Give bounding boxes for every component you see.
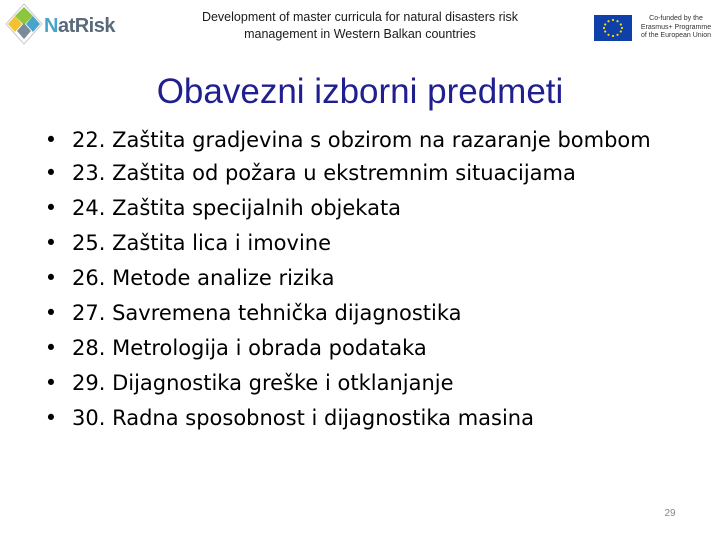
bullet-icon: • [44, 336, 58, 360]
eu-flag-icon [594, 15, 632, 41]
bullet-icon: • [44, 266, 58, 290]
bullet-icon: • [44, 231, 58, 255]
bullet-icon: • [44, 128, 58, 152]
list-item [44, 266, 684, 290]
list-item [44, 231, 684, 255]
project-subtitle-line-1: Development of master curricula for natural disasters risk [201, 10, 519, 24]
project-subtitle-line-2: management in Western Balkan countries [244, 27, 476, 41]
natrisk-logo [4, 2, 116, 46]
list-item-text: 22. Zaštita gradjevina s obzirom na razaranje bombom [72, 128, 651, 152]
project-subtitle [180, 9, 540, 43]
slide-header [0, 0, 720, 50]
list-item [44, 336, 684, 360]
list-item-text: 25. Zaštita lica i imovine [72, 231, 332, 255]
bullet-icon: • [44, 406, 58, 430]
page-number: 29 [664, 508, 676, 519]
list-item [44, 371, 684, 395]
erasmus-logo [594, 15, 714, 41]
bullet-icon: • [44, 161, 58, 185]
list-item [44, 128, 684, 152]
slide-title: Obavezni izborni predmeti [156, 72, 564, 111]
list-item [44, 196, 684, 220]
natrisk-logo-text: NatRisk [44, 15, 115, 37]
course-list [44, 128, 684, 441]
bullet-icon: • [44, 196, 58, 220]
erasmus-line-2: Erasmus+ Programme [640, 23, 712, 31]
list-item [44, 406, 684, 430]
erasmus-logo-text [636, 15, 716, 41]
list-item [44, 301, 684, 325]
erasmus-line-3: of the European Union [640, 32, 712, 39]
bullet-icon: • [44, 371, 58, 395]
list-item-text: 27. Savremena tehnička dijagnostika [72, 301, 462, 325]
list-item-text: 30. Radna sposobnost i dijagnostika masina [72, 406, 534, 430]
erasmus-line-1: Co-funded by the [649, 15, 703, 22]
natrisk-diamond-icon [4, 2, 44, 46]
list-item-text: 23. Zaštita od požara u ekstremnim situacijama [72, 161, 576, 185]
list-item-text: 28. Metrologija i obrada podataka [72, 336, 427, 360]
list-item [44, 161, 684, 185]
list-item-text: 26. Metode analize rizika [72, 266, 335, 290]
bullet-icon: • [44, 301, 58, 325]
list-item-text: 29. Dijagnostika greške i otklanjanje [72, 371, 454, 395]
list-item-text: 24. Zaštita specijalnih objekata [72, 196, 402, 220]
